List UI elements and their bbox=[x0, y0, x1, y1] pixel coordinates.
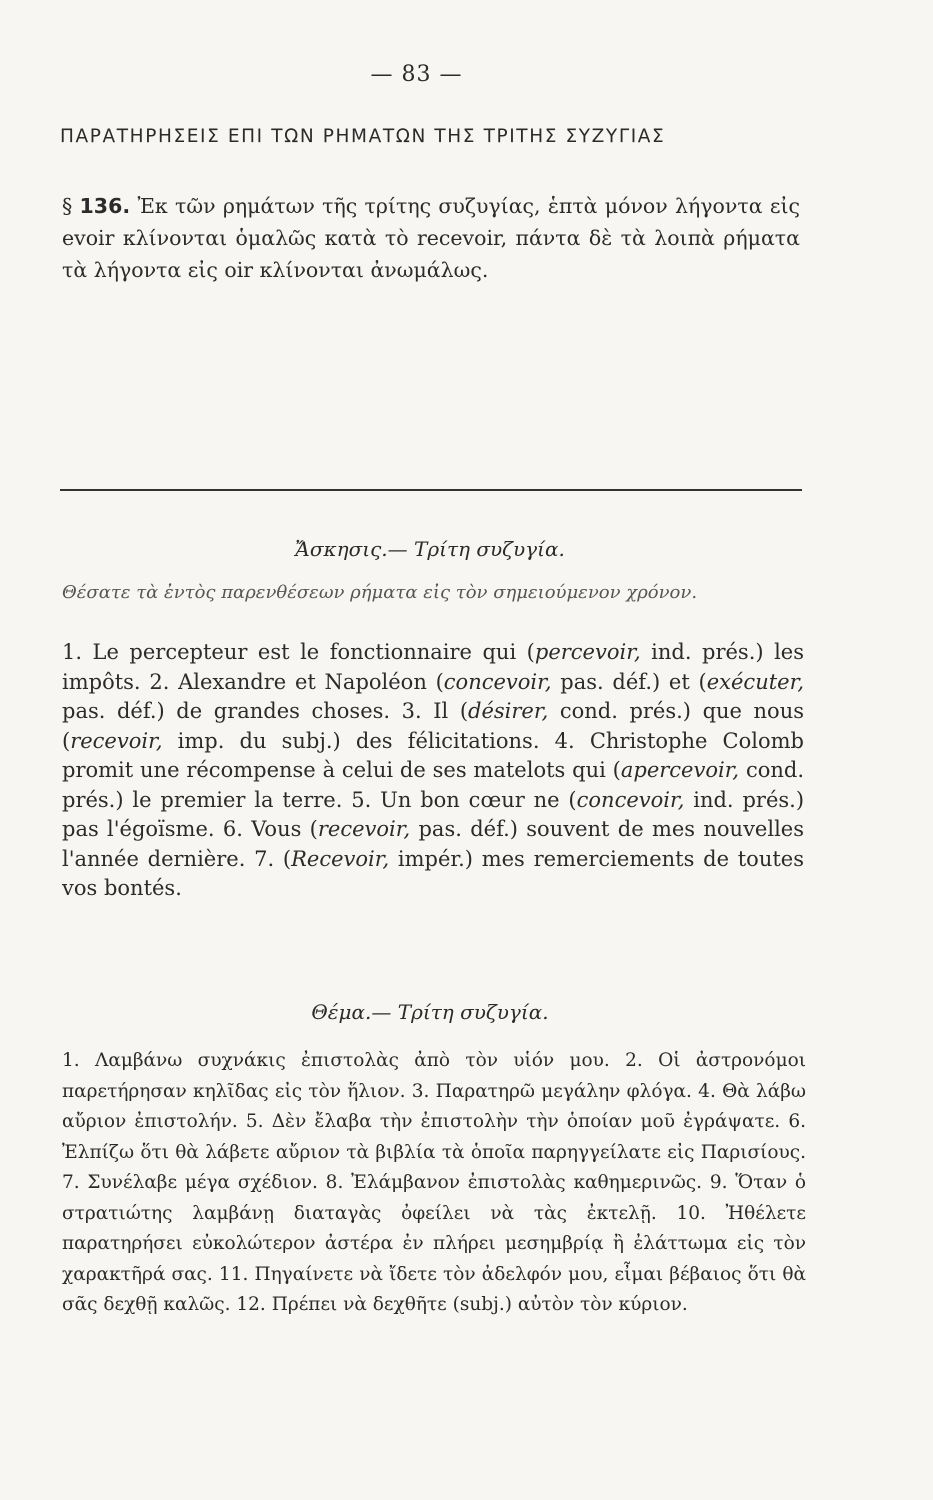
theme-body: 1. Λαμβάνω συχνάκις ἐπιστολὰς ἀπὸ τὸν υἱόν μου. 2. Οἱ ἀστρονόμοι παρετήρησαν κηλῖδας εἰς τὸν ἥλιον. 3. Παρατηρῶ μεγάλην φλόγα. 4. Θὰ λάβω αὔριον ἐπιστολήν. 5. Δὲν ἔλαβα τὴν ἐπιστολὴν τὴν ὁποίαν μοῦ ἐγράψατε. 6. Ἐλπίζω ὅτι θὰ λάβετε αὔριον τὰ βιβλία τὰ ὁποῖα παρηγγείλατε εἰς Παρισίους. 7. Συνέλαβε μέγα σχέδιον. 8. Ἐλάμβανον ἐπιστολὰς καθημερινῶς. 9. Ὅταν ὁ στρατιώτης λαμβάνῃ διαταγὰς ὀφείλει νὰ τὰς ἐκτελῇ. 10. Ἠθέλετε παρατηρήσει εὐκολώτερον ἀστέρα ἐν πλήρει μεσημβρίᾳ ἢ ἐλάττωμα εἰς τὸν χαρακτῆρά σας. 11. Πηγαίνετε νὰ ἴδετε τὸν ἀδελφόν μου, εἶμαι βέβαιος ὅτι θὰ σᾶς δεχθῇ καλῶς. 12. Πρέπει νὰ δεχθῆτε (subj.) αὐτὸν τὸν κύριον. bbox=[62, 1050, 806, 1315]
exercise-body bbox=[62, 638, 804, 904]
exercise-verb: concevoir, bbox=[443, 669, 552, 694]
page-header: ΠΑΡΑΤΗΡΗΣΕΙΣ ΕΠΙ ΤΩΝ ΡΗΜΑΤΩΝ ΤΗΣ ΤΡΙΤΗΣ ΣΥΖΥΓΙΑΣ bbox=[60, 126, 666, 147]
exercise-verb: désirer, bbox=[468, 699, 549, 723]
exercise-text: 1. Le percepteur est le fonctionnaire qui ( bbox=[62, 640, 535, 664]
exercise-verb: apercevoir, bbox=[620, 758, 740, 782]
theme-heading: Θέμα.— Τρίτη συζυγία. bbox=[311, 1000, 549, 1024]
exercise-heading: Ἄσκησις.— Τρίτη συζυγία. bbox=[295, 537, 565, 561]
exercise-verb: recevoir, bbox=[70, 728, 163, 753]
section-136 bbox=[62, 190, 800, 286]
exercise-verb: exécuter, bbox=[706, 669, 804, 694]
section-number: 136. bbox=[79, 194, 131, 218]
section-text: Ἐκ τῶν ρημάτων τῆς τρίτης συζυγίας, ἑπτὰ μόνον λήγοντα εἰς evoir κλίνονται ὁμαλῶς κατὰ τὸ recevoir, πάντα δὲ τὰ λοιπὰ ρήματα τὰ λήγοντα εἰς oir κλίνονται ἀνωμάλως. bbox=[62, 194, 800, 282]
exercise-text: pas. déf.) de grandes choses. 3. Il ( bbox=[62, 699, 469, 723]
exercise-text: ind. prés.) pas l'égoïsme. 6. Vous ( bbox=[62, 787, 805, 841]
exercise-text: pas. déf.) souvent de mes nouvelles l'année dernière. 7. ( bbox=[62, 817, 804, 871]
divider-rule bbox=[60, 489, 802, 491]
exercise-instruction: Θέσατε τὰ ἐντὸς παρενθέσεων ρήματα εἰς τὸν σημειούμενον χρόνον. bbox=[62, 582, 698, 603]
exercise-verb: recevoir, bbox=[317, 817, 411, 841]
section-symbol: § bbox=[62, 194, 73, 218]
exercise-text: impér.) mes remerciements de toutes vos bontés. bbox=[62, 846, 804, 900]
exercise-verb: percevoir, bbox=[534, 640, 641, 664]
exercise-text: pas. déf.) et ( bbox=[551, 669, 707, 694]
exercise-text: cond. prés.) que nous ( bbox=[62, 699, 804, 753]
exercise-verb: concevoir, bbox=[576, 787, 685, 812]
page-number: — 83 — bbox=[370, 62, 463, 87]
exercise-verb: Recevoir, bbox=[291, 846, 390, 871]
exercise-text: cond. prés.) le premier la terre. 5. Un bon cœur ne ( bbox=[62, 758, 804, 812]
exercise-text: imp. du subj.) des félicitations. 4. Christophe Colomb promit une récompense à celui de ses matelots qui ( bbox=[62, 728, 804, 782]
exercise-text: ind. prés.) les impôts. 2. Alexandre et Napoléon ( bbox=[62, 640, 804, 694]
